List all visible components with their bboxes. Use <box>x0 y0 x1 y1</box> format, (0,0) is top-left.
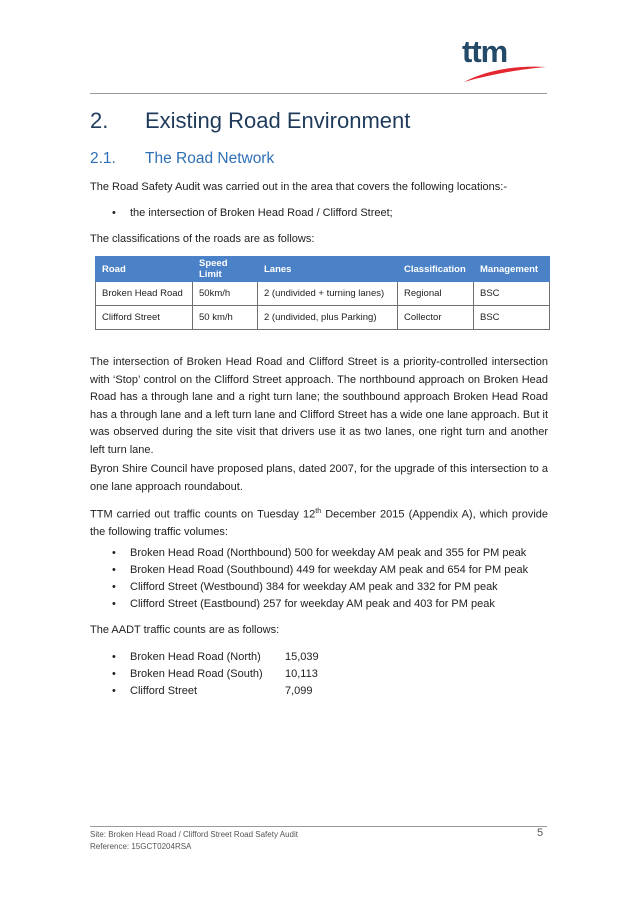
traffic-count-paragraph: TTM carried out traffic counts on Tuesday 12th December 2015 (Appendix A), which provide the following traffic volumes: <box>90 508 548 539</box>
table-row <box>96 282 550 306</box>
header-divider <box>90 93 547 94</box>
table-header: Road <box>96 257 193 282</box>
bullet-icon: • <box>112 547 116 559</box>
table-cell: 2 (undivided, plus Parking) <box>258 306 398 330</box>
bullet-icon: • <box>112 581 116 593</box>
table-header: Classification <box>398 257 474 282</box>
road-classification-table <box>95 256 550 330</box>
footer-site: Site: Broken Head Road / Clifford Street Road Safety Audit <box>90 830 298 839</box>
proposal-paragraph: Byron Shire Council have proposed plans, dated 2007, for the upgrade of this intersection to a one lane approach roundabout. <box>90 463 548 493</box>
table-cell: 50 km/h <box>193 306 258 330</box>
table-header-row <box>96 257 550 282</box>
logo-swoosh-icon <box>462 62 548 84</box>
page-number: 5 <box>537 827 544 839</box>
table-header: Lanes <box>258 257 398 282</box>
table-cell: BSC <box>474 282 550 306</box>
table-cell: Clifford Street <box>96 306 193 330</box>
bullet-icon: • <box>112 598 116 610</box>
logo-text: ttm <box>462 34 508 69</box>
bullet-icon: • <box>112 564 116 576</box>
intro-paragraph: The Road Safety Audit was carried out in the area that covers the following locations:- <box>90 181 508 193</box>
section-heading: 2. Existing Road Environment <box>90 108 411 133</box>
table-row <box>96 306 550 330</box>
footer-divider <box>90 826 547 827</box>
footer <box>90 829 298 853</box>
table-header: Speed Limit <box>193 257 258 282</box>
table-cell: BSC <box>474 306 550 330</box>
table-cell: Collector <box>398 306 474 330</box>
bullet-icon: • <box>112 651 116 663</box>
footer-reference: Reference: 15GCT0204RSA <box>90 842 192 851</box>
table-cell: Broken Head Road <box>96 282 193 306</box>
bullet-icon: • <box>112 668 116 680</box>
bullet-icon: • <box>112 685 116 697</box>
table-cell: 50km/h <box>193 282 258 306</box>
classification-intro: The classifications of the roads are as follows: <box>90 233 315 245</box>
intersection-paragraph: The intersection of Broken Head Road and Clifford Street is a priority-controlled intersection with ‘Stop’ control on the Clifford Street approach. The northbound approach on Broken Head Road has a through lane and a right turn lane; the southbound approach Broken Head Road has a through lane and a left turn lane and Clifford Street has a wide one lane approach. But it was observed during the site visit that drivers use it as two lanes, one right turn and another left turn lane. <box>90 356 548 456</box>
bullet-icon: • <box>112 207 116 219</box>
table-cell: 2 (undivided + turning lanes) <box>258 282 398 306</box>
aadt-intro: The AADT traffic counts are as follows: <box>90 624 280 636</box>
ttm-logo <box>462 36 552 92</box>
table-cell: Regional <box>398 282 474 306</box>
table-header: Management <box>474 257 550 282</box>
subsection-heading: 2.1. The Road Network <box>90 150 275 167</box>
